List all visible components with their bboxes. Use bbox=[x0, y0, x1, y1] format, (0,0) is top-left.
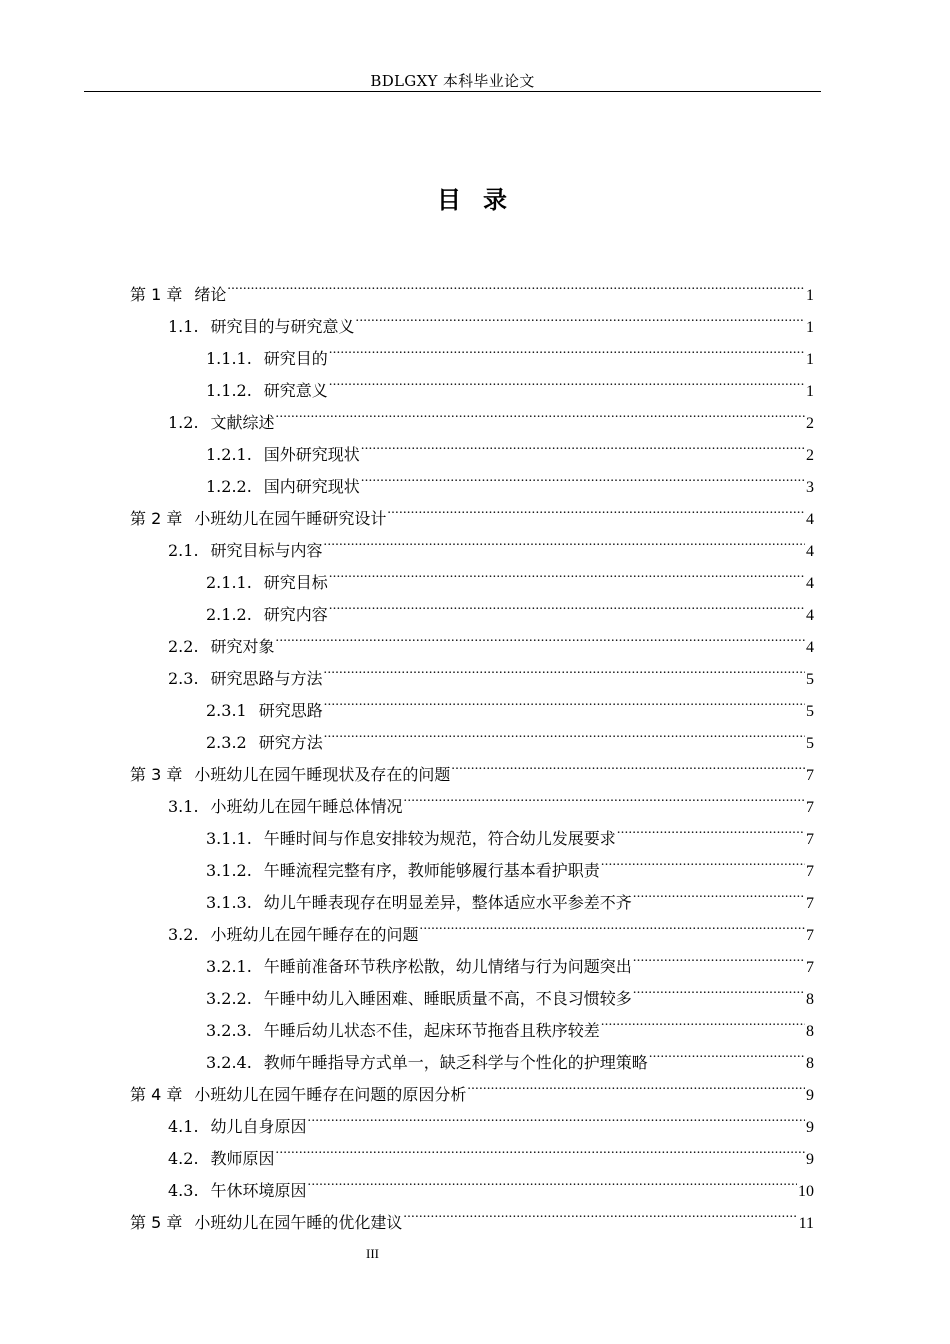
toc-entry-page: 9 bbox=[806, 1119, 814, 1136]
toc-entry-page: 8 bbox=[806, 1023, 814, 1040]
toc-entry-number: 3.1. bbox=[168, 797, 199, 816]
toc-entry-title: 研究目标与内容 bbox=[210, 541, 323, 560]
toc-dot-leader bbox=[633, 972, 805, 1004]
toc-entry-title: 小班幼儿在园午睡的优化建议 bbox=[194, 1213, 403, 1232]
toc-entry-title: 午睡后幼儿状态不佳，起床环节拖沓且秩序较差 bbox=[263, 1021, 600, 1040]
toc-entry[interactable] bbox=[130, 300, 814, 336]
toc-dot-leader bbox=[329, 364, 805, 396]
toc-entry-number: 2.1.1. bbox=[206, 573, 252, 592]
toc-dot-leader bbox=[329, 556, 805, 588]
toc-entry-number: 1.2.2. bbox=[206, 477, 252, 496]
toc-entry-number: 2.3.1 bbox=[206, 701, 247, 720]
toc-entry-title: 研究意义 bbox=[263, 381, 328, 400]
toc-entry-number: 3.1.2. bbox=[206, 861, 252, 880]
toc-dot-leader bbox=[649, 1036, 805, 1068]
toc-entry-title: 研究目标 bbox=[263, 573, 328, 592]
toc-entry-title: 国内研究现状 bbox=[263, 477, 360, 496]
toc-dot-leader bbox=[601, 1004, 805, 1036]
toc-entry-title: 研究目的与研究意义 bbox=[210, 317, 355, 336]
toc-dot-leader bbox=[276, 396, 805, 428]
toc-dot-leader bbox=[601, 844, 805, 876]
toc-entry-page: 9 bbox=[806, 1087, 814, 1104]
page-header: BDLGXY 本科毕业论文 bbox=[370, 72, 535, 90]
toc-entry-page: 7 bbox=[806, 863, 814, 880]
toc-entry-title: 小班幼儿在园午睡存在问题的原因分析 bbox=[194, 1085, 467, 1104]
toc-entry-title: 幼儿自身原因 bbox=[210, 1117, 307, 1136]
toc-entry-number: 4.2. bbox=[168, 1149, 199, 1168]
toc-entry-number: 2.1. bbox=[168, 541, 199, 560]
header-rule bbox=[84, 91, 821, 92]
toc-entry-title: 午睡前准备环节秩序松散，幼儿情绪与行为问题突出 bbox=[263, 957, 632, 976]
toc-entry-number: 2.3.2 bbox=[206, 733, 247, 752]
toc-dot-leader bbox=[361, 428, 805, 460]
toc-dot-leader bbox=[633, 876, 805, 908]
toc-dot-leader bbox=[404, 780, 805, 812]
toc-dot-leader bbox=[276, 620, 805, 652]
toc-entry-number: 第 5 章 bbox=[130, 1213, 183, 1232]
toc-dot-leader bbox=[420, 908, 805, 940]
toc-dot-leader bbox=[308, 1164, 797, 1196]
toc-entry-page: 7 bbox=[806, 959, 814, 976]
toc-entry-page: 11 bbox=[798, 1215, 814, 1232]
toc-dot-leader bbox=[356, 300, 805, 332]
toc-entry-page: 1 bbox=[806, 383, 814, 400]
toc-dot-leader bbox=[324, 684, 805, 716]
toc-entry-page: 7 bbox=[806, 927, 814, 944]
toc-entry-title: 绪论 bbox=[194, 285, 227, 304]
toc-entry-title: 小班幼儿在园午睡研究设计 bbox=[194, 509, 387, 528]
toc-entry-page: 4 bbox=[806, 511, 814, 528]
toc-entry-number: 3.2.3. bbox=[206, 1021, 252, 1040]
toc-dot-leader bbox=[633, 940, 805, 972]
toc-entry-number: 1.2. bbox=[168, 413, 199, 432]
toc-entry-number: 3.2.1. bbox=[206, 957, 252, 976]
toc-entry-number: 第 1 章 bbox=[130, 285, 183, 304]
toc-entry-page: 5 bbox=[806, 735, 814, 752]
toc-dot-leader bbox=[387, 492, 805, 524]
toc-entry-page: 7 bbox=[806, 895, 814, 912]
toc-dot-leader bbox=[324, 716, 805, 748]
toc-entry-page: 1 bbox=[806, 319, 814, 336]
toc-entry-page: 4 bbox=[806, 607, 814, 624]
toc-title: 目录 bbox=[437, 186, 529, 214]
toc-dot-leader bbox=[451, 748, 805, 780]
toc-entry-title: 研究方法 bbox=[258, 733, 323, 752]
table-of-contents bbox=[130, 268, 814, 1232]
toc-entry-number: 2.1.2. bbox=[206, 605, 252, 624]
toc-dot-leader bbox=[329, 588, 805, 620]
toc-entry-title: 午睡流程完整有序，教师能够履行基本看护职责 bbox=[263, 861, 600, 880]
toc-entry-title: 幼儿午睡表现存在明显差异，整体适应水平参差不齐 bbox=[263, 893, 632, 912]
toc-entry-title: 研究内容 bbox=[263, 605, 328, 624]
toc-entry-page: 4 bbox=[806, 639, 814, 656]
toc-entry-number: 3.1.3. bbox=[206, 893, 252, 912]
toc-entry-title: 午睡时间与作息安排较为规范，符合幼儿发展要求 bbox=[263, 829, 616, 848]
toc-entry-number: 1.1.2. bbox=[206, 381, 252, 400]
toc-entry-number: 3.2. bbox=[168, 925, 199, 944]
toc-entry-title: 国外研究现状 bbox=[263, 445, 360, 464]
toc-entry-number: 第 2 章 bbox=[130, 509, 183, 528]
toc-entry-page: 1 bbox=[806, 287, 814, 304]
toc-entry-page: 3 bbox=[806, 479, 814, 496]
toc-entry-number: 4.1. bbox=[168, 1117, 199, 1136]
toc-entry-number: 第 4 章 bbox=[130, 1085, 183, 1104]
toc-entry-page: 5 bbox=[806, 703, 814, 720]
toc-entry-title: 教师午睡指导方式单一，缺乏科学与个性化的护理策略 bbox=[263, 1053, 648, 1072]
toc-entry-title: 午睡中幼儿入睡困难、睡眠质量不高，不良习惯较多 bbox=[263, 989, 632, 1008]
toc-dot-leader bbox=[276, 1132, 805, 1164]
toc-entry-title: 研究思路与方法 bbox=[210, 669, 323, 688]
toc-entry-number: 1.1. bbox=[168, 317, 199, 336]
toc-entry-title: 研究目的 bbox=[263, 349, 328, 368]
toc-entry-title: 小班幼儿在园午睡总体情况 bbox=[210, 797, 403, 816]
toc-dot-leader bbox=[403, 1196, 797, 1228]
toc-dot-leader bbox=[227, 268, 805, 300]
toc-entry-page: 10 bbox=[798, 1183, 814, 1200]
toc-entry-page: 4 bbox=[806, 575, 814, 592]
toc-dot-leader bbox=[361, 460, 805, 492]
toc-entry-number: 3.1.1. bbox=[206, 829, 252, 848]
toc-dot-leader bbox=[617, 812, 805, 844]
toc-entry-number: 2.3. bbox=[168, 669, 199, 688]
toc-entry-number: 2.2. bbox=[168, 637, 199, 656]
toc-entry-page: 2 bbox=[806, 415, 814, 432]
toc-entry-page: 1 bbox=[806, 351, 814, 368]
toc-entry-title: 午休环境原因 bbox=[210, 1181, 307, 1200]
toc-entry-number: 第 3 章 bbox=[130, 765, 183, 784]
toc-entry-title: 教师原因 bbox=[210, 1149, 275, 1168]
toc-entry-page: 7 bbox=[806, 831, 814, 848]
toc-dot-leader bbox=[324, 524, 805, 556]
toc-entry-number: 3.2.2. bbox=[206, 989, 252, 1008]
toc-entry-title: 小班幼儿在园午睡现状及存在的问题 bbox=[194, 765, 451, 784]
toc-entry-page: 2 bbox=[806, 447, 814, 464]
toc-entry-page: 7 bbox=[806, 799, 814, 816]
toc-entry-page: 4 bbox=[806, 543, 814, 560]
toc-entry-number: 3.2.4. bbox=[206, 1053, 252, 1072]
toc-dot-leader bbox=[329, 332, 805, 364]
toc-entry[interactable] bbox=[130, 268, 814, 304]
toc-entry-number: 1.2.1. bbox=[206, 445, 252, 464]
toc-entry-title: 小班幼儿在园午睡存在的问题 bbox=[210, 925, 419, 944]
toc-entry-page: 9 bbox=[806, 1151, 814, 1168]
toc-entry-number: 1.1.1. bbox=[206, 349, 252, 368]
toc-entry-page: 7 bbox=[806, 767, 814, 784]
toc-entry-page: 8 bbox=[806, 991, 814, 1008]
toc-dot-leader bbox=[308, 1100, 805, 1132]
toc-entry-title: 研究思路 bbox=[258, 701, 323, 720]
toc-dot-leader bbox=[324, 652, 805, 684]
toc-entry-number: 4.3. bbox=[168, 1181, 199, 1200]
page-number-footer: III bbox=[366, 1246, 379, 1261]
toc-entry-page: 5 bbox=[806, 671, 814, 688]
toc-entry-title: 研究对象 bbox=[210, 637, 275, 656]
toc-entry-page: 8 bbox=[806, 1055, 814, 1072]
toc-entry-title: 文献综述 bbox=[210, 413, 275, 432]
toc-dot-leader bbox=[467, 1068, 805, 1100]
